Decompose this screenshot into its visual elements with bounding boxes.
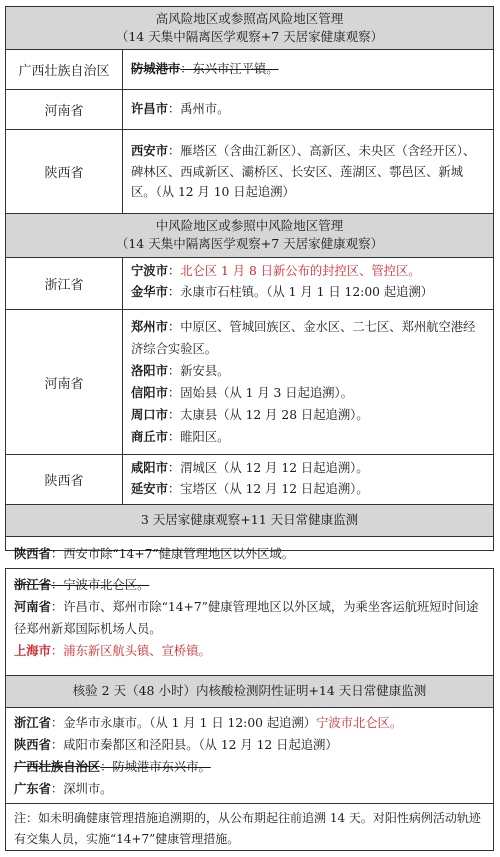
area-detail: 许昌市：禹州市。 xyxy=(131,101,230,117)
area-detail: 郑州市：中原区、管城回族区、金水区、二七区、郑州航空港经济综合实验区。 洛阳市：新安县。 信阳市：固始县（从 1 月 3 日起追溯）。 周口市：太康县（从 12 月 28 日起追溯）。 商丘市：睢阳区。 xyxy=(131,319,476,444)
row-zhejiang-medium xyxy=(6,258,493,310)
home-observation-header xyxy=(6,505,493,537)
high-risk-title: 高风险地区或参照高风险地区管理 xyxy=(155,11,344,26)
footnote xyxy=(6,804,493,853)
risk-area-table xyxy=(5,6,494,561)
nucleic-test-title: 核验 2 天（48 小时）内核酸检测阴性证明+14 天日常健康监测 xyxy=(72,683,427,698)
row-shaanxi-home: 陕西省：西安市除“14+7”健康管理地区以外区域。 xyxy=(14,546,295,561)
high-risk-subtitle: （14 天集中隔离医学观察+7 天居家健康观察） xyxy=(115,29,384,44)
area-detail: 宁波市：北仑区 1 月 8 日新公布的封控区、管控区。 金华市：永康市石柱镇。（从 1 月 1 日 12:00 起追溯） xyxy=(131,263,434,299)
row-guangxi-test: 广西壮族自治区：防城港市东兴市。 xyxy=(14,759,211,774)
area-detail: 咸阳市：渭城区（从 12 月 12 日起追溯）。 延安市：宝塔区（从 12 月 12 日起追溯）。 xyxy=(131,460,369,496)
row-shaanxi-medium xyxy=(6,455,493,505)
row-shaanxi-high xyxy=(6,130,493,214)
row-guangxi-high xyxy=(6,50,493,90)
row-henan-medium xyxy=(6,310,493,455)
nucleic-test-header xyxy=(6,676,493,708)
row-henan-high xyxy=(6,90,493,130)
medium-risk-header xyxy=(6,214,493,258)
high-risk-header xyxy=(6,7,493,50)
row-zhejiang-test: 浙江省：金华市永康市。（从 1 月 1 日 12:00 起追溯）宁波市北仑区。 xyxy=(14,715,403,730)
row-shanghai-daily: 上海市：浦东新区航头镇、宣桥镇。 xyxy=(14,643,211,658)
medium-risk-title: 中风险地区或参照中风险地区管理 xyxy=(155,218,344,233)
footnote-text: 注：如未明确健康管理措施追溯期的，从公布期起往前追溯 14 天。对阳性病例活动轨迹有交集人员，实施“14+7”健康管理措施。 xyxy=(14,811,481,846)
row-guangdong-test: 广东省：深圳市。 xyxy=(14,781,113,796)
nucleic-test-list xyxy=(6,708,493,804)
province-label: 广西壮族自治区 xyxy=(6,50,123,89)
monitoring-table xyxy=(5,568,494,851)
province-label: 陕西省 xyxy=(6,130,123,213)
home-observation-title: 3 天居家健康观察+11 天日常健康监测 xyxy=(140,512,359,527)
daily-monitoring-list xyxy=(6,569,493,676)
province-label: 河南省 xyxy=(6,90,123,129)
area-detail: 西安市：雁塔区（含曲江新区）、高新区、未央区（含经开区）、碑林区、西咸新区、灞桥区、长安区、莲湖区、鄠邑区、新城区。（从 12 月 10 日起追溯） xyxy=(131,143,476,199)
province-label: 陕西省 xyxy=(6,455,123,504)
province-label: 浙江省 xyxy=(6,258,123,309)
row-shaanxi-test: 陕西省：咸阳市秦都区和泾阳县。（从 12 月 12 日起追溯） xyxy=(14,737,338,752)
province-label: 河南省 xyxy=(6,310,123,454)
area-detail: 防城港市：东兴市江平镇。 xyxy=(131,61,279,77)
row-zhejiang-daily: 浙江省：宁波市北仑区。 xyxy=(14,577,150,592)
medium-risk-subtitle: （14 天集中隔离医学观察+7 天居家健康观察） xyxy=(115,236,384,251)
row-henan-daily: 河南省：许昌市、郑州市除“14+7”健康管理地区以外区域，为乘坐客运航班短时间途径郑州新郑国际机场人员。 xyxy=(14,599,479,636)
